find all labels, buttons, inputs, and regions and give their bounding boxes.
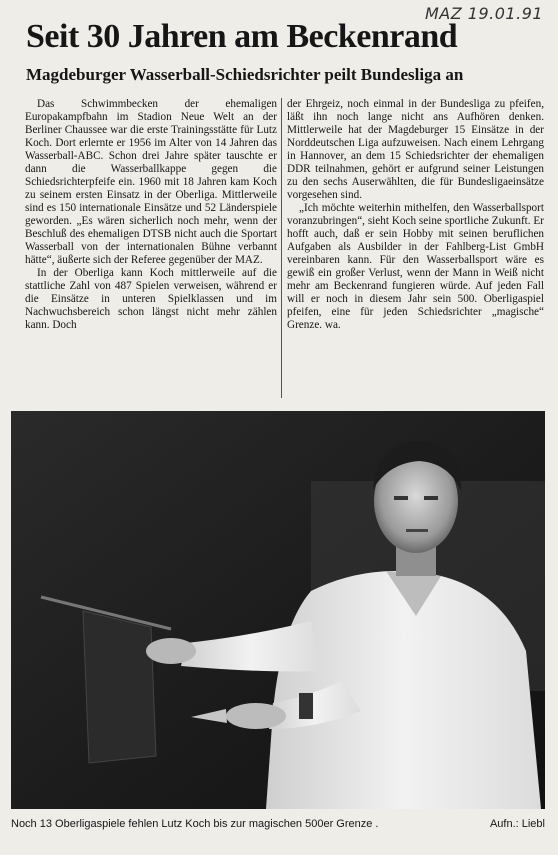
article-paragraph: In der Oberliga kann Koch mittlerweile auf die stattliche Zahl von 487 Spielen verweisen, während er die Einsätze in unteren Spielklassen und im Nachwuchsbereich schon längst nicht mehr zählen kann. Doch <box>25 267 277 331</box>
article-subheadline: Magdeburger Wasserball-Schiedsrichter peilt Bundesliga an <box>26 65 464 84</box>
article-paragraph: der Ehrgeiz, noch einmal in der Bundesliga zu pfeifen, läßt ihn noch lange nicht ans Aufhören denken. Mittlerweile hat der Magdeburger 15 Einsätze in der Norddeutschen Liga aufzuweisen. Nach einem Lehrgang in Hannover, an dem 15 Schiedsrichter der ehemaligen DDR teilnahmen, gehört er aufgrund seiner Leistungen zu den sechs Auserwählten, die für Bundesligaeinsätze vorgesehen sind. <box>287 98 544 201</box>
article-headline: Seit 30 Jahren am Beckenrand <box>26 18 458 55</box>
photo-credit: Aufn.: Liebl <box>489 818 545 830</box>
photo-caption: Noch 13 Oberligaspiele fehlen Lutz Koch bis zur magischen 500er Grenze . <box>11 818 379 830</box>
handwritten-date-note: MAZ 19.01.91 <box>425 4 544 23</box>
article-paragraph: Das Schwimmbecken der ehemaligen Europakampfbahn im Stadion Neue Welt an der Berliner Chaussee war die erste Trainingsstätte für Lutz Koch. Dort erlernte er 1956 im Alter von 14 Jahren das Wasserball-ABC. Schon drei Jahre später tauschte er dann die Wasserballkappe gegen die Schiedsrichterpfeife ein. 1960 mit 18 Jahren kam Koch zu seinem ersten Einsatz in der Oberliga. Mittlerweile sind es 150 internationale Einsätze und 52 Länderspiele geworden. „Es wären sicherlich noch mehr, wenn der Beschluß des ehemaligen DTSB nicht auch die Sportart Wasserball von der internationalen Bühne verbannt hätte“, äußerte sich der Referee gegenüber der MAZ. <box>25 98 277 266</box>
referee-photo <box>11 411 545 809</box>
article-paragraph: „Ich möchte weiterhin mithelfen, den Wasserballsport voranzubringen“, sieht Koch seine sportliche Zukunft. Er hofft auch, daß er sein Hobby mit seinen beruflichen Aufgaben als Ausbilder in der Fahlberg-List GmbH vereinbaren kann. Für den Wasserballsport wäre es gewiß ein großer Verlust, wenn der Mann in Weiß nicht mehr am Beckenrand fungieren würde. Auf jeden Fall will er noch in diesem Jahr sein 500. Oberligaspiel pfeifen, eine für jeden Schiedsrichter „magische“ Grenze. wa. <box>287 202 544 331</box>
article-column-left <box>25 98 277 398</box>
column-divider <box>281 98 282 398</box>
article-column-right <box>287 98 544 398</box>
